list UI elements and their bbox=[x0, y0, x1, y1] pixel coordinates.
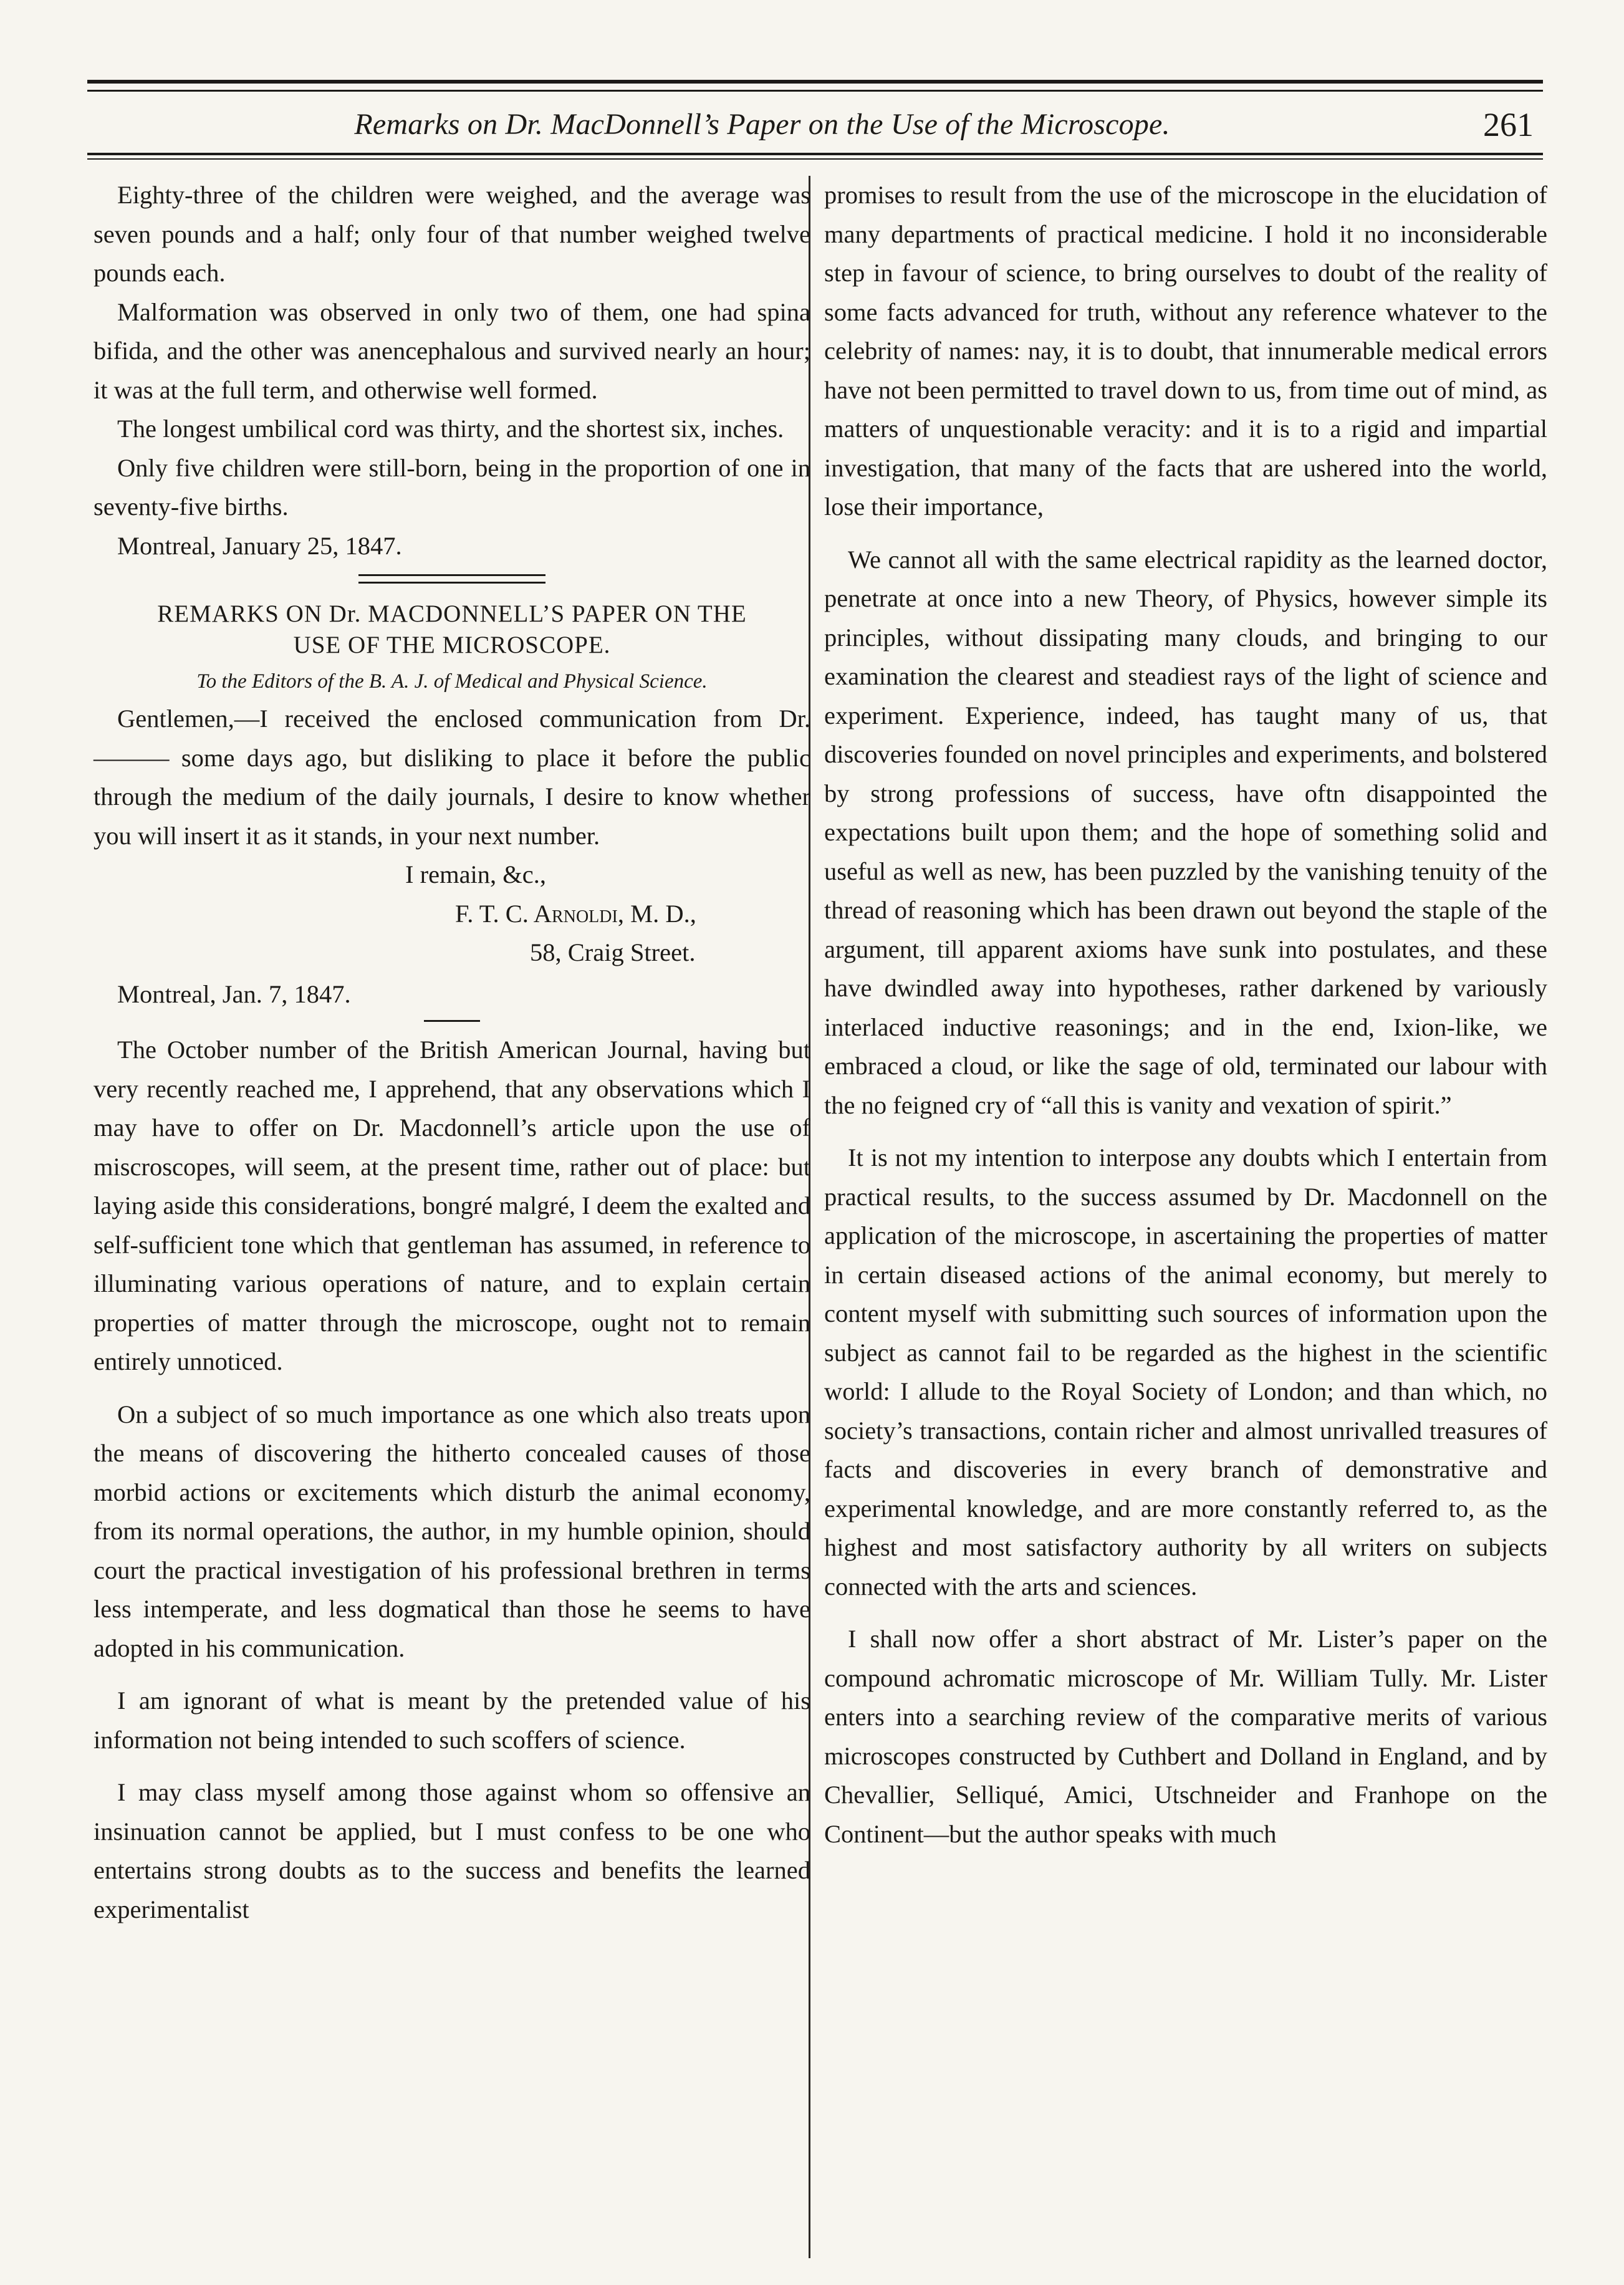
article-title-line-1: REMARKS ON Dr. MACDONNELL’S PAPER ON THE bbox=[157, 600, 747, 627]
paragraph-lister-abstract: I shall now offer a short abstract of Mr. Lister’s paper on the compound achromatic microscope of Mr. William Tully. Mr. Lister enters into a searching review of the comparative merits of various microscopes constructed by Cuthbert and Dolland in England, and by Chevallier, Selliqué, Amici, Utschneider and Franhope on the Continent—but the author speaks with much bbox=[824, 1625, 1547, 1848]
top-rule-thin bbox=[87, 90, 1543, 92]
signature-closing: I remain, &c., bbox=[405, 860, 547, 888]
header-rule-thin bbox=[87, 158, 1543, 160]
paragraph-october-number: The October number of the British American Journal, having but very recently reached me, I apprehend, that any observations which I may have to offer on Dr. Macdonnell’s article upon the use of miscroscopes, will seem, at the present time, rather out of place: but laying aside this considerations, bongré malgré, I deem the exalted and self-sufficient tone which that gentleman has assumed, in reference to illuminating various operations of nature, and to explain certain properties of matter through the microscope, ought not to remain entirely unnoticed. bbox=[94, 1036, 810, 1375]
header-rule bbox=[87, 153, 1543, 155]
editors-address: To the Editors of the B. A. J. of Medical and Physical Science. bbox=[196, 670, 708, 693]
paragraph-umbilical-cord: The longest umbilical cord was thirty, and the shortest six, inches. bbox=[117, 415, 784, 443]
top-rule-thick bbox=[87, 80, 1543, 84]
signature-name: F. T. C. Arnoldi, M. D., bbox=[455, 899, 696, 928]
paragraph-continuation: promises to result from the use of the microscope in the elucidation of many departments of practical medicine. I hold it no inconsiderable step in favour of science, to bring ourselves to doubt of the reality of some facts advanced for truth, without any reference whatever to the celebrity of names: nay, it is to doubt, that innumerable medical errors have not been permitted to travel down to us, from time out of mind, as matters of unquestionable veracity: and it is to a rigid and impartial investigation, that many of the facts that are ushered into the world, lose their importance, bbox=[824, 181, 1547, 521]
short-separator-rule bbox=[424, 1020, 480, 1022]
cover-letter: Gentlemen,—I received the enclosed communication from Dr. ——— some days ago, but disliking to place it before the public through the medium of the daily journals, I desire to know whether you will insert it as it stands, in your next number. bbox=[94, 705, 810, 850]
letter-dateline: Montreal, Jan. 7, 1847. bbox=[117, 979, 351, 1008]
paragraph-class-myself: I may class myself among those against whom so offensive an insinuation cannot be applied, but I must confess to be one who entertains strong doubts as to the success and benefits the learned experimentalist bbox=[94, 1778, 810, 1923]
page-header bbox=[87, 103, 1543, 147]
page-number: 261 bbox=[1483, 106, 1534, 143]
paragraph-malformation: Malformation was observed in only two of them, one had spina bifida, and the other was anencephalous and survived nearly an hour; it was at the full term, and otherwise well formed. bbox=[94, 297, 810, 404]
left-column bbox=[94, 176, 810, 1929]
article-title-line-2: USE OF THE MICROSCOPE. bbox=[293, 632, 611, 658]
paragraph-still-born: Only five children were still-born, being in the proportion of one in seventy-five births. bbox=[94, 453, 810, 521]
section-separator-rule bbox=[358, 574, 545, 584]
paragraph-weights: Eighty-three of the children were weighed, and the average was seven pounds and a half; only four of that number weighed twelve pounds each. bbox=[94, 181, 810, 287]
paragraph-ignorant: I am ignorant of what is meant by the pretended value of his information not being intended to such scoffers of science. bbox=[94, 1686, 810, 1754]
signature-address: 58, Craig Street. bbox=[530, 938, 696, 966]
dateline-previous-article: Montreal, January 25, 1847. bbox=[117, 531, 402, 560]
paragraph-electrical-rapidity: We cannot all with the same electrical rapidity as the learned doctor, penetrate at once into a new Theory, of Physics, however simple its principles, without dissipating many clouds, and bringing to our examination the clearest and steadiest rays of the light of science and experiment. Experience, indeed, has taught many of us, that discoveries founded on novel principles and experiments, and bolstered by strong professions of success, have oftn disappointed the expectations built upon them; and the hope of something solid and useful as well as new, has been puzzled by the vanishing tenuity of the thread of reasoning which has been drawn out beyond the staple of the argument, till apparent axioms have sunk into postulates, and these have dwindled away into hypotheses, rather darkened by variously interlaced inductive reasonings; and in the end, Ixion-like, we embraced a cloud, or like the sage of old, terminated our labour with the no feigned cry of “all this is vanity and vexation of spirit.” bbox=[824, 545, 1547, 1119]
running-title: Remarks on Dr. MacDonnell’s Paper on the Use of the Microscope. bbox=[354, 108, 1170, 141]
paragraph-importance: On a subject of so much importance as one which also treats upon the means of discovering the hitherto concealed causes of those morbid actions or excitements which disturb the animal economy, from its normal operations, the author, in my humble opinion, should court the practical investigation of his professional brethren in terms less intemperate, and less dogmatical than those he seems to have adopted in his communication. bbox=[94, 1400, 810, 1662]
paragraph-intention: It is not my intention to interpose any doubts which I entertain from practical results, to the success assumed by Dr. Macdonnell on the application of the microscope, in ascertaining the properties of matter in certain diseased actions of the animal economy, but merely to content myself with submitting such sources of information upon the subject as cannot fail to be regarded as the highest in the scientific world: I allude to the Royal Society of London; and than which, no society’s transactions, contain richer and almost unrivalled treasures of facts and discoveries in every branch of demonstrative and experimental knowledge, and are more constantly referred to, as the highest and most satisfactory authority by all writers on subjects connected with the arts and sciences. bbox=[824, 1143, 1547, 1600]
top-double-rule bbox=[87, 80, 1543, 99]
right-column bbox=[824, 176, 1547, 1854]
